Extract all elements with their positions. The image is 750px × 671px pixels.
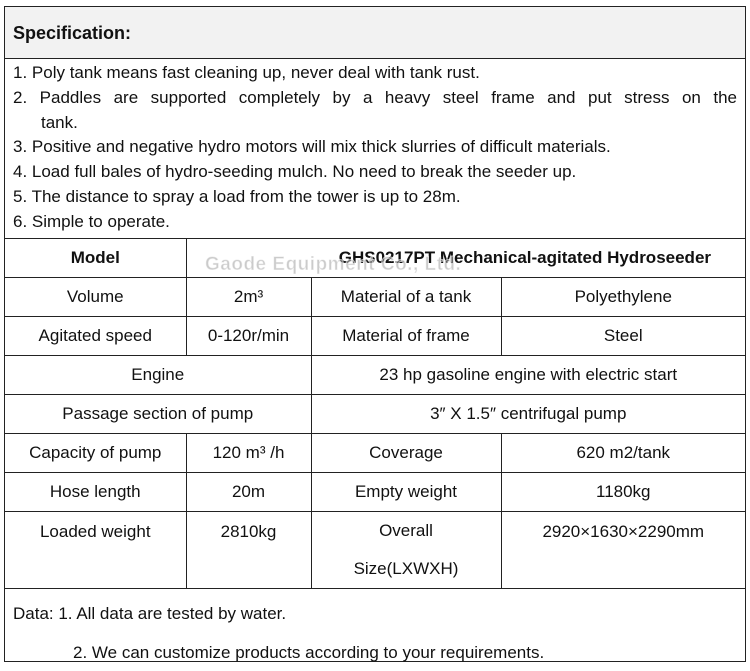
feature-item: 4. Load full bales of hydro-seeding mulch. No need to break the seeder up. [13, 162, 577, 182]
table-cell: Hose length [5, 473, 186, 512]
specification-sheet [4, 6, 746, 662]
watermark-text: Gaode Equipment Co., Ltd. [205, 254, 462, 275]
overall-label-line1: Overall [379, 521, 433, 540]
table-cell: Material of a tank [311, 278, 501, 317]
specification-title: Specification: [13, 23, 132, 43]
table-row [5, 434, 745, 473]
table-row [5, 278, 745, 317]
pump-section-label: Passage section of pump [5, 395, 311, 434]
table-cell: Coverage [311, 434, 501, 473]
table-row [5, 512, 745, 589]
table-row [5, 395, 745, 434]
feature-item: 2. Paddles are supported completely by a heavy steel frame and put stress on the [13, 87, 737, 107]
table-row [5, 317, 745, 356]
engine-label: Engine [5, 356, 311, 395]
table-cell: 2m³ [186, 278, 311, 317]
model-value: GHS0217PT Mechanical-agitated Hydroseeder [186, 239, 745, 278]
pump-section-value: 3″ X 1.5″ centrifugal pump [311, 395, 745, 434]
feature-item: 6. Simple to operate. [13, 211, 170, 231]
data-note-1: Data: 1. All data are tested by water. [13, 604, 287, 623]
table-row [5, 473, 745, 512]
table-row [5, 239, 745, 278]
table-row [5, 356, 745, 395]
specification-header [5, 7, 745, 59]
data-notes [5, 590, 745, 662]
feature-item: 1. Poly tank means fast cleaning up, never deal with tank rust. [13, 63, 480, 82]
data-note-2: 2. We can customize products according to your requirements. [73, 643, 545, 662]
feature-list [5, 59, 745, 239]
model-label: Model [5, 239, 186, 278]
feature-item: 3. Positive and negative hydro motors will mix thick slurries of difficult materials. [13, 137, 611, 157]
table-cell: Empty weight [311, 473, 501, 512]
overall-size-value: 2920×1630×2290mm [501, 512, 745, 589]
table-cell: Polyethylene [501, 278, 745, 317]
table-cell: 20m [186, 473, 311, 512]
table-cell: 0-120r/min [186, 317, 311, 356]
table-cell: Steel [501, 317, 745, 356]
loaded-weight-value: 2810kg [186, 512, 311, 589]
overall-label-line2: Size(LXWXH) [353, 559, 459, 578]
table-cell: 620 m2/tank [501, 434, 745, 473]
overall-size-label [311, 512, 501, 589]
table-cell: 120 m³ /h [186, 434, 311, 473]
engine-value: 23 hp gasoline engine with electric start [311, 356, 745, 395]
table-cell: Material of frame [311, 317, 501, 356]
table-cell: 1180kg [501, 473, 745, 512]
feature-item: 5. The distance to spray a load from the tower is up to 28m. [13, 186, 461, 206]
table-cell: Agitated speed [5, 317, 186, 356]
table-cell: Capacity of pump [5, 434, 186, 473]
feature-item-continuation: tank. [41, 112, 78, 132]
table-cell: Volume [5, 278, 186, 317]
loaded-weight-label: Loaded weight [5, 512, 186, 589]
spec-table [5, 239, 745, 589]
